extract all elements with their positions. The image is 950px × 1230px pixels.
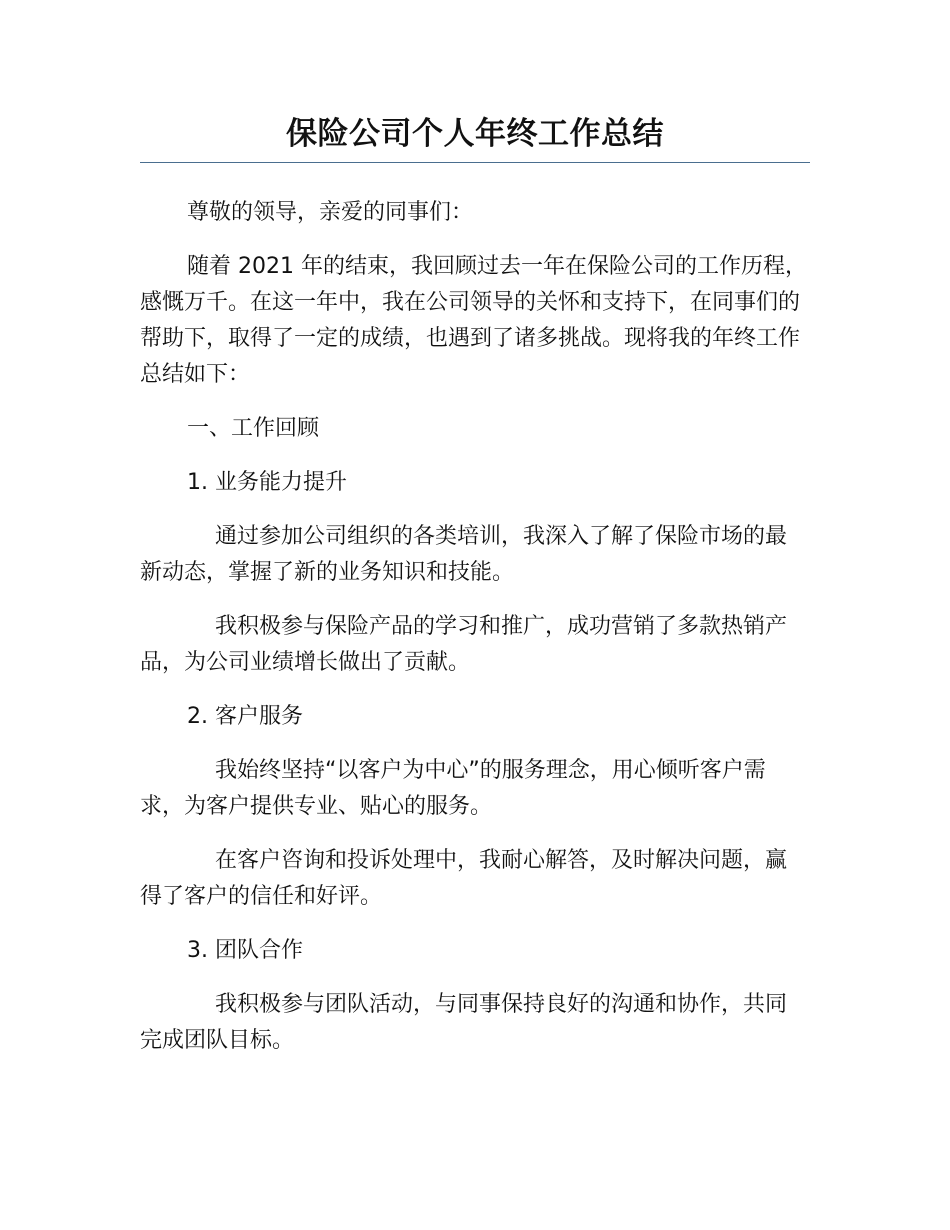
title-divider (140, 162, 810, 163)
subsection-heading: 3. 团队合作 (187, 938, 303, 963)
intro-paragraph: 随着 2021 年的结束，我回顾过去一年在保险公司的工作历程，感慨万千。在这一年中，我在公司领导的关怀和支持下，在同事们的帮助下，取得了一定的成绩，也遇到了诸多挑战。现将我的年终工作总结如下： (140, 254, 807, 387)
body-paragraph: 通过参加公司组织的各类培训，我深入了解了保险市场的最新动态，掌握了新的业务知识和技能。 (140, 524, 788, 585)
document-title: 保险公司个人年终工作总结 (286, 116, 664, 152)
subsection-heading: 1. 业务能力提升 (187, 470, 347, 495)
body-paragraph: 我积极参与团队活动，与同事保持良好的沟通和协作，共同完成团队目标。 (140, 992, 788, 1053)
document-body (140, 195, 830, 1059)
subsection-heading: 2. 客户服务 (187, 704, 303, 729)
salutation-paragraph: 尊敬的领导，亲爱的同事们： (187, 200, 474, 225)
body-paragraph: 我始终坚持“以客户为中心”的服务理念，用心倾听客户需求，为客户提供专业、贴心的服务。 (140, 758, 766, 819)
section-heading: 一、工作回顾 (187, 416, 320, 441)
body-paragraph: 我积极参与保险产品的学习和推广，成功营销了多款热销产品，为公司业绩增长做出了贡献。 (140, 614, 788, 675)
body-paragraph: 在客户咨询和投诉处理中，我耐心解答，及时解决问题，赢得了客户的信任和好评。 (140, 848, 788, 909)
